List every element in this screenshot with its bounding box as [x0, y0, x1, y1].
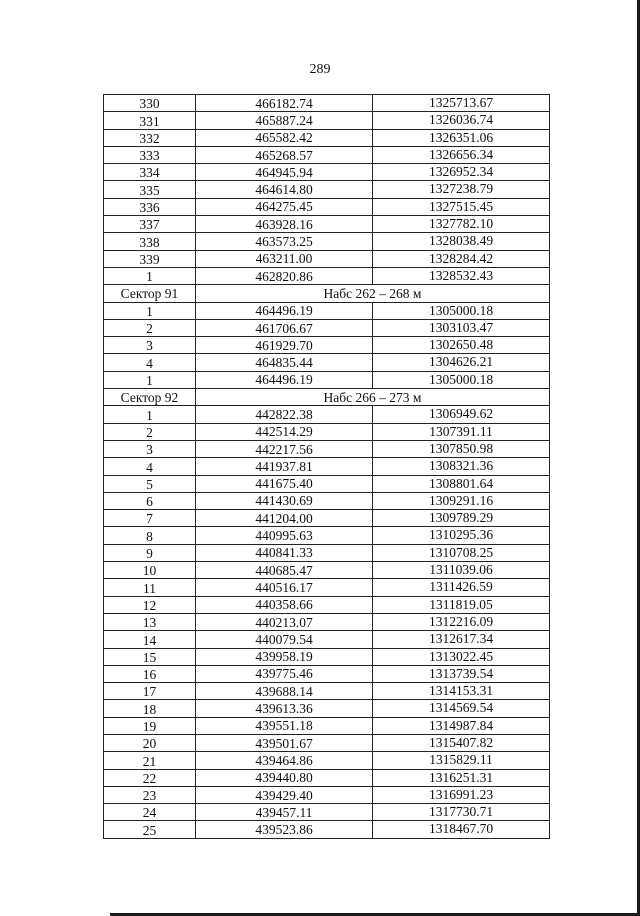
point-number: 4 [104, 458, 196, 475]
table-row [104, 769, 550, 786]
y-coordinate: 1305000.18 [373, 371, 550, 388]
point-number: 24 [104, 804, 196, 821]
point-number: 15 [104, 648, 196, 665]
x-coordinate: 464614.80 [196, 181, 373, 198]
point-number: 19 [104, 717, 196, 734]
y-coordinate: 1328284.42 [373, 250, 550, 267]
y-coordinate: 1305000.18 [373, 302, 550, 319]
x-coordinate: 442217.56 [196, 440, 373, 457]
table-row [104, 734, 550, 751]
table-row [104, 665, 550, 682]
elevation-range-label: Набс 266 – 273 м [196, 389, 550, 406]
point-number: 331 [104, 112, 196, 129]
x-coordinate: 464496.19 [196, 371, 373, 388]
point-number: 16 [104, 665, 196, 682]
table-row [104, 683, 550, 700]
table-row [104, 700, 550, 717]
point-number: 2 [104, 423, 196, 440]
x-coordinate: 439613.36 [196, 700, 373, 717]
table-row [104, 112, 550, 129]
y-coordinate: 1311039.06 [373, 562, 550, 579]
table-row [104, 717, 550, 734]
y-coordinate: 1315407.82 [373, 734, 550, 751]
table-row [104, 302, 550, 319]
y-coordinate: 1303103.47 [373, 319, 550, 336]
y-coordinate: 1310295.36 [373, 527, 550, 544]
table-row [104, 198, 550, 215]
table-row [104, 648, 550, 665]
table-row [104, 440, 550, 457]
x-coordinate: 462820.86 [196, 267, 373, 284]
x-coordinate: 439440.80 [196, 769, 373, 786]
point-number: 334 [104, 164, 196, 181]
point-number: 336 [104, 198, 196, 215]
point-number: 18 [104, 700, 196, 717]
y-coordinate: 1328038.49 [373, 233, 550, 250]
elevation-range-label: Набс 262 – 268 м [196, 285, 550, 302]
table-row [104, 631, 550, 648]
x-coordinate: 464945.94 [196, 164, 373, 181]
x-coordinate: 439457.11 [196, 804, 373, 821]
y-coordinate: 1326656.34 [373, 146, 550, 163]
table-row [104, 164, 550, 181]
point-number: 21 [104, 752, 196, 769]
table-row [104, 129, 550, 146]
x-coordinate: 439523.86 [196, 821, 373, 838]
table-row [104, 354, 550, 371]
point-number: 8 [104, 527, 196, 544]
x-coordinate: 439551.18 [196, 717, 373, 734]
table-row [104, 216, 550, 233]
y-coordinate: 1313739.54 [373, 665, 550, 682]
x-coordinate: 465268.57 [196, 146, 373, 163]
table-row [104, 786, 550, 803]
coordinates-table [103, 94, 550, 839]
x-coordinate: 442514.29 [196, 423, 373, 440]
y-coordinate: 1313022.45 [373, 648, 550, 665]
point-number: 25 [104, 821, 196, 838]
x-coordinate: 439775.46 [196, 665, 373, 682]
point-number: 17 [104, 683, 196, 700]
table-row [104, 406, 550, 423]
x-coordinate: 439958.19 [196, 648, 373, 665]
x-coordinate: 439429.40 [196, 786, 373, 803]
point-number: 14 [104, 631, 196, 648]
sector-label: Сектор 91 [104, 285, 196, 302]
y-coordinate: 1315829.11 [373, 752, 550, 769]
y-coordinate: 1311426.59 [373, 579, 550, 596]
x-coordinate: 440516.17 [196, 579, 373, 596]
point-number: 1 [104, 267, 196, 284]
point-number: 7 [104, 510, 196, 527]
y-coordinate: 1308321.36 [373, 458, 550, 475]
y-coordinate: 1317730.71 [373, 804, 550, 821]
table-row [104, 613, 550, 630]
point-number: 337 [104, 216, 196, 233]
table-row [104, 475, 550, 492]
y-coordinate: 1327782.10 [373, 216, 550, 233]
point-number: 3 [104, 337, 196, 354]
x-coordinate: 440213.07 [196, 613, 373, 630]
table-row [104, 423, 550, 440]
x-coordinate: 440079.54 [196, 631, 373, 648]
x-coordinate: 442822.38 [196, 406, 373, 423]
point-number: 6 [104, 492, 196, 509]
table-row [104, 579, 550, 596]
point-number: 1 [104, 406, 196, 423]
point-number: 333 [104, 146, 196, 163]
table-row [104, 821, 550, 838]
x-coordinate: 440358.66 [196, 596, 373, 613]
x-coordinate: 461929.70 [196, 337, 373, 354]
y-coordinate: 1308801.64 [373, 475, 550, 492]
x-coordinate: 465887.24 [196, 112, 373, 129]
sector-header-row [104, 285, 550, 302]
y-coordinate: 1326351.06 [373, 129, 550, 146]
y-coordinate: 1309789.29 [373, 510, 550, 527]
sector-label: Сектор 92 [104, 389, 196, 406]
x-coordinate: 441204.00 [196, 510, 373, 527]
x-coordinate: 441937.81 [196, 458, 373, 475]
x-coordinate: 440685.47 [196, 562, 373, 579]
y-coordinate: 1318467.70 [373, 821, 550, 838]
x-coordinate: 465582.42 [196, 129, 373, 146]
point-number: 1 [104, 371, 196, 388]
table-row [104, 371, 550, 388]
x-coordinate: 461706.67 [196, 319, 373, 336]
point-number: 335 [104, 181, 196, 198]
y-coordinate: 1304626.21 [373, 354, 550, 371]
y-coordinate: 1327238.79 [373, 181, 550, 198]
x-coordinate: 440841.33 [196, 544, 373, 561]
y-coordinate: 1306949.62 [373, 406, 550, 423]
x-coordinate: 464835.44 [196, 354, 373, 371]
table-row [104, 233, 550, 250]
point-number: 23 [104, 786, 196, 803]
x-coordinate: 463928.16 [196, 216, 373, 233]
y-coordinate: 1325713.67 [373, 95, 550, 112]
table-row [104, 752, 550, 769]
point-number: 332 [104, 129, 196, 146]
page-number: 289 [309, 62, 331, 77]
y-coordinate: 1307391.11 [373, 423, 550, 440]
point-number: 3 [104, 440, 196, 457]
x-coordinate: 440995.63 [196, 527, 373, 544]
table-row [104, 510, 550, 527]
x-coordinate: 464275.45 [196, 198, 373, 215]
point-number: 11 [104, 579, 196, 596]
point-number: 13 [104, 613, 196, 630]
y-coordinate: 1316991.23 [373, 786, 550, 803]
table-row [104, 267, 550, 284]
point-number: 330 [104, 95, 196, 112]
y-coordinate: 1326036.74 [373, 112, 550, 129]
x-coordinate: 439688.14 [196, 683, 373, 700]
table-row [104, 544, 550, 561]
point-number: 12 [104, 596, 196, 613]
table-row [104, 95, 550, 112]
x-coordinate: 441675.40 [196, 475, 373, 492]
table-row [104, 562, 550, 579]
coordinates-table-body [104, 95, 550, 839]
table-row [104, 492, 550, 509]
sector-header-row [104, 389, 550, 406]
y-coordinate: 1309291.16 [373, 492, 550, 509]
table-row [104, 181, 550, 198]
y-coordinate: 1314153.31 [373, 683, 550, 700]
point-number: 10 [104, 562, 196, 579]
x-coordinate: 464496.19 [196, 302, 373, 319]
y-coordinate: 1307850.98 [373, 440, 550, 457]
x-coordinate: 463211.00 [196, 250, 373, 267]
x-coordinate: 463573.25 [196, 233, 373, 250]
y-coordinate: 1312617.34 [373, 631, 550, 648]
y-coordinate: 1326952.34 [373, 164, 550, 181]
table-row [104, 146, 550, 163]
point-number: 339 [104, 250, 196, 267]
x-coordinate: 439464.86 [196, 752, 373, 769]
y-coordinate: 1311819.05 [373, 596, 550, 613]
y-coordinate: 1328532.43 [373, 267, 550, 284]
point-number: 2 [104, 319, 196, 336]
y-coordinate: 1302650.48 [373, 337, 550, 354]
point-number: 1 [104, 302, 196, 319]
table-row [104, 319, 550, 336]
x-coordinate: 439501.67 [196, 734, 373, 751]
y-coordinate: 1314569.54 [373, 700, 550, 717]
y-coordinate: 1312216.09 [373, 613, 550, 630]
table-row [104, 527, 550, 544]
point-number: 338 [104, 233, 196, 250]
table-row [104, 458, 550, 475]
y-coordinate: 1316251.31 [373, 769, 550, 786]
table-row [104, 596, 550, 613]
table-row [104, 337, 550, 354]
point-number: 20 [104, 734, 196, 751]
point-number: 5 [104, 475, 196, 492]
y-coordinate: 1310708.25 [373, 544, 550, 561]
point-number: 9 [104, 544, 196, 561]
y-coordinate: 1314987.84 [373, 717, 550, 734]
x-coordinate: 466182.74 [196, 95, 373, 112]
point-number: 22 [104, 769, 196, 786]
y-coordinate: 1327515.45 [373, 198, 550, 215]
table-row [104, 250, 550, 267]
x-coordinate: 441430.69 [196, 492, 373, 509]
table-row [104, 804, 550, 821]
point-number: 4 [104, 354, 196, 371]
